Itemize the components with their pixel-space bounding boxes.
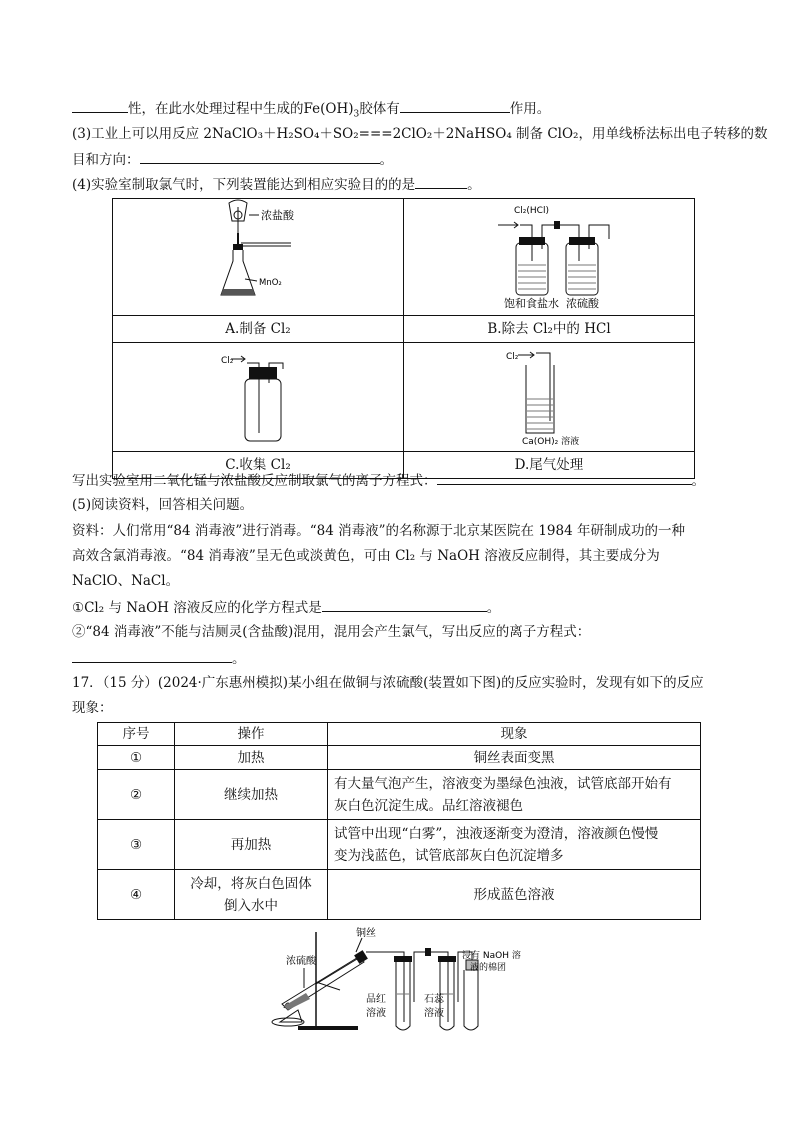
copper-reaction-figure (258, 922, 538, 1037)
beaker-diagram (404, 343, 694, 447)
svg-text:Cl₂(HCl): Cl₂(HCl) (514, 206, 549, 216)
observation-table: 序号 操作 现象 ① 加热 铜丝表面变黑 ② 继续加热 有大量气泡产生，溶液变为墨绿色浊液，试管底部开始有 灰白色沉淀生成。品红溶液褪色 ③ 再加热 试管中出现“白雾”，浊液逐渐变为澄清，溶液颜色慢慢 变为浅蓝色，试管底部灰白色沉淀增多 ④ 冷却，将灰白色固体 倒入水中 形成蓝色溶液 (97, 722, 701, 920)
svg-text:Cl₂: Cl₂ (221, 356, 234, 366)
apparatus-b (404, 199, 695, 316)
apparatus-table (112, 198, 695, 479)
svg-text:浸有 NaOH 溶: 浸有 NaOH 溶 (462, 951, 521, 961)
answer-blank[interactable] (140, 149, 380, 164)
wash-bottles-diagram (404, 199, 694, 311)
line-8: 高效含氯消毒液。“84 消毒液”呈无色或淡黄色，可由 Cl₂ 与 NaOH 溶液反应制得，其主要成分为 (72, 548, 660, 564)
svg-text:溶液: 溶液 (424, 1008, 444, 1019)
apparatus-a (113, 199, 404, 316)
line-1: 性，在此水处理过程中生成的$Fe(OH)_3$胶体有 作用。 (72, 98, 740, 125)
line-6: (5)阅读资料，回答相关问题。 (72, 497, 254, 513)
line-7: 资料：人们常用“84 消毒液”进行消毒。“84 消毒液”的名称源于北京某医院在 1984 年研制成功的一种 (72, 523, 685, 539)
line-11: ②“84 消毒液”不能与洁厕灵(含盐酸)混用，混用会产生氯气，写出反应的离子方程式： (72, 624, 591, 640)
svg-text:浓硫酸: 浓硫酸 (286, 956, 316, 967)
answer-blank[interactable] (72, 98, 128, 113)
answer-blank[interactable] (415, 174, 467, 189)
svg-text:溶液: 溶液 (366, 1008, 386, 1019)
gas-bottle-diagram (113, 343, 403, 447)
svg-text:铜丝: 铜丝 (356, 928, 376, 939)
svg-text:品红: 品红 (366, 994, 386, 1005)
svg-text:石蕊: 石蕊 (424, 994, 444, 1005)
line-13: 17．（15 分）(2024·广东惠州模拟)某小组在做铜与浓硫酸(装置如下图)的反应实验时，发现有如下的反应 (72, 675, 704, 691)
caption-d: D.尾气处理 (404, 452, 695, 479)
answer-blank[interactable] (72, 648, 232, 663)
caption-b: B.除去 Cl₂中的 HCl (404, 316, 695, 343)
line-2: (3)工业上可以用反应 2NaClO₃＋H₂SO₄＋SO₂===2ClO₂＋2NaHSO₄ 制备 ClO₂，用单线桥法标出电子转移的数 (72, 126, 768, 142)
line-14: 现象： (72, 700, 113, 716)
line-5: 写出实验室用二氧化锰与浓盐酸反应制取氯气的离子方程式： 。 (72, 470, 740, 491)
table-row: ④ 冷却，将灰白色固体 倒入水中 形成蓝色溶液 (98, 870, 701, 920)
apparatus-c (113, 343, 404, 452)
caption-a: A.制备 Cl₂ (113, 316, 404, 343)
line-9: NaClO、NaCl。 (72, 573, 180, 589)
line-3: 目和方向： 。 (72, 149, 740, 170)
answer-blank[interactable] (400, 98, 510, 113)
svg-text:浓盐酸: 浓盐酸 (261, 209, 294, 222)
line-10: ①Cl₂ 与 NaOH 溶液反应的化学方程式是 。 (72, 597, 740, 618)
svg-text:Cl₂: Cl₂ (506, 352, 519, 362)
table-row: ② 继续加热 有大量气泡产生，溶液变为墨绿色浊液，试管底部开始有 灰白色沉淀生成。品红溶液褪色 (98, 770, 701, 820)
line-4: (4)实验室制取氯气时，下列装置能达到相应实验目的的是 。 (72, 174, 740, 195)
svg-text:MnO₂: MnO₂ (259, 278, 282, 288)
svg-text:Ca(OH)₂ 溶液: Ca(OH)₂ 溶液 (522, 437, 580, 447)
caption-c: C.收集 Cl₂ (113, 452, 404, 479)
table-row: ③ 再加热 试管中出现“白雾”，浊液逐渐变为澄清，溶液颜色慢慢 变为浅蓝色，试管底部灰白色沉淀增多 (98, 820, 701, 870)
svg-text:浓硫酸: 浓硫酸 (566, 297, 599, 310)
flask-diagram (113, 199, 403, 311)
answer-blank[interactable] (437, 470, 692, 485)
table-row: ① 加热 铜丝表面变黑 (98, 746, 701, 770)
svg-text:液的棉团: 液的棉团 (470, 963, 507, 973)
answer-blank[interactable] (322, 597, 487, 612)
svg-text:饱和食盐水: 饱和食盐水 (504, 297, 559, 310)
line-12: 。 (72, 648, 740, 669)
apparatus-d (404, 343, 695, 452)
